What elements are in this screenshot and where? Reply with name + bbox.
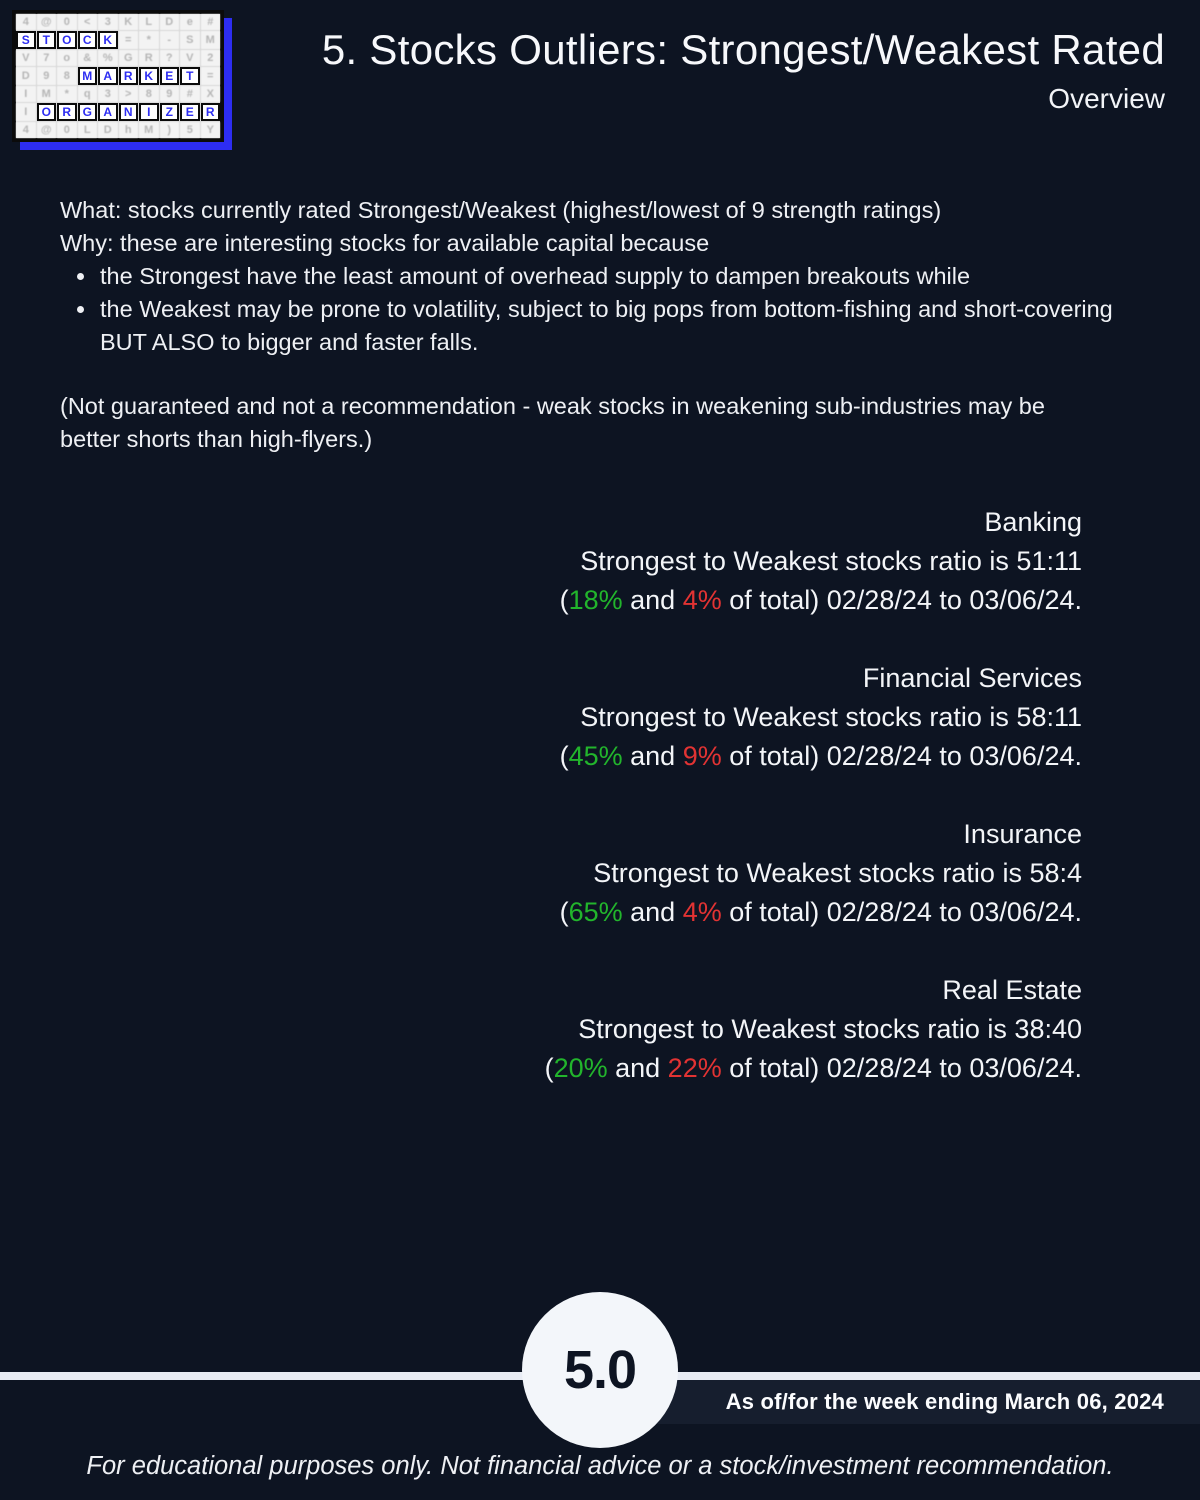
section-pct-line xyxy=(545,737,1082,776)
intro-why-line: Why: these are interesting stocks for available capital because xyxy=(60,230,710,256)
section-real-estate xyxy=(545,971,1082,1088)
pct-separator: and xyxy=(622,897,683,927)
logo-filler-tile: - xyxy=(160,31,180,49)
intro-disclaimer-note: (Not guaranteed and not a recommendation - weak stocks in weakening sub-industries may be better shorts than high-flyers.) xyxy=(60,393,1045,452)
page-number: 5.0 xyxy=(563,1340,637,1400)
logo-filler-tile: I xyxy=(16,86,36,102)
logo-filler-tile: Y xyxy=(201,122,221,138)
logo-filler-tile: @ xyxy=(37,14,57,30)
logo-letter-tile: T xyxy=(37,31,57,49)
logo-filler-tile: X xyxy=(201,86,221,102)
weakest-pct: 9% xyxy=(682,741,722,771)
logo-letter-tile: O xyxy=(57,31,77,49)
logo-filler-tile: 4 xyxy=(16,14,36,30)
logo-letter-tile: T xyxy=(180,67,200,85)
logo-filler-tile: 3 xyxy=(98,86,118,102)
section-pct-line xyxy=(545,1049,1082,1088)
page-title: 5. Stocks Outliers: Strongest/Weakest Rated xyxy=(321,26,1165,73)
logo-filler-tile: M xyxy=(139,122,159,138)
section-pct-line xyxy=(545,581,1082,620)
logo-letter-tile: R xyxy=(119,67,139,85)
logo-filler-tile: * xyxy=(57,86,77,102)
weakest-pct: 22% xyxy=(667,1053,722,1083)
logo-filler-tile: D xyxy=(16,67,36,85)
logo-filler-tile: D xyxy=(160,14,180,30)
paren-open: ( xyxy=(544,1053,554,1083)
strongest-pct: 45% xyxy=(568,741,623,771)
logo-letter-tile: N xyxy=(119,103,139,121)
bullet-item-weakest: • the Weakest may be prone to volatility, subject to big pops from bottom-fishing and short-covering BUT ALSO to bigger and faster falls. xyxy=(98,293,1120,359)
date-range: 02/28/24 to 03/06/24. xyxy=(826,741,1082,771)
logo-filler-tile: V xyxy=(180,50,200,66)
logo-filler-tile: S xyxy=(180,31,200,49)
logo-filler-tile: o xyxy=(57,50,77,66)
strongest-pct: 20% xyxy=(553,1053,608,1083)
paren-close: of total) xyxy=(721,1053,827,1083)
logo-letter-tile: Z xyxy=(160,103,180,121)
logo-filler-tile: 7 xyxy=(37,50,57,66)
paren-open: ( xyxy=(559,585,569,615)
strongest-pct: 18% xyxy=(568,585,623,615)
logo-letter-tile: S xyxy=(16,31,36,49)
weakest-pct: 4% xyxy=(682,897,722,927)
strongest-pct: 65% xyxy=(568,897,623,927)
logo-letter-tile: I xyxy=(139,103,159,121)
asof-bar xyxy=(600,1380,1200,1424)
section-title: Real Estate xyxy=(942,975,1082,1005)
logo-filler-tile: M xyxy=(201,31,221,49)
intro-block xyxy=(60,194,1120,456)
logo-letter-tile: M xyxy=(78,67,98,85)
logo-filler-tile: 2 xyxy=(201,50,221,66)
logo-letter-tile: R xyxy=(201,103,221,121)
section-pct-line xyxy=(545,893,1082,932)
section-ratio-line: Strongest to Weakest stocks ratio is 51:11 xyxy=(580,546,1082,576)
logo-letter-tile: C xyxy=(78,31,98,49)
logo-filler-tile: V xyxy=(16,50,36,66)
logo-letter-tile: E xyxy=(160,67,180,85)
asof-text: As of/for the week ending March 06, 2024 xyxy=(725,1389,1164,1414)
pct-separator: and xyxy=(622,585,683,615)
section-ratio-line: Strongest to Weakest stocks ratio is 58:11 xyxy=(580,702,1082,732)
logo-letter-tile: K xyxy=(98,31,118,49)
logo-filler-tile: 5 xyxy=(180,122,200,138)
logo-letter-tile: G xyxy=(78,103,98,121)
disclaimer-footer: For educational purposes only. Not financial advice or a stock/investment recommendation. xyxy=(86,1452,1114,1480)
stock-market-organizer-logo xyxy=(12,10,224,142)
intro-bullet-list xyxy=(60,260,1120,359)
paren-open: ( xyxy=(559,741,569,771)
logo-filler-tile: 9 xyxy=(37,67,57,85)
logo-filler-tile: 0 xyxy=(57,14,77,30)
page-number-badge xyxy=(522,1292,678,1448)
logo-filler-tile: < xyxy=(78,14,98,30)
logo-filler-tile: e xyxy=(180,14,200,30)
logo-filler-tile: ? xyxy=(160,50,180,66)
logo-filler-tile: % xyxy=(98,50,118,66)
section-insurance xyxy=(545,815,1082,932)
pct-separator: and xyxy=(607,1053,668,1083)
date-range: 02/28/24 to 03/06/24. xyxy=(826,897,1082,927)
logo-filler-tile: 8 xyxy=(57,67,77,85)
logo-filler-tile: = xyxy=(201,67,221,85)
logo-filler-tile: q xyxy=(78,86,98,102)
logo-letter-tile: E xyxy=(180,103,200,121)
weakest-pct: 4% xyxy=(682,585,722,615)
logo-filler-tile: 3 xyxy=(98,14,118,30)
logo-filler-tile: D xyxy=(98,122,118,138)
logo-filler-tile: K xyxy=(119,14,139,30)
logo-letter-tile: O xyxy=(37,103,57,121)
logo-filler-tile: h xyxy=(119,122,139,138)
section-ratio-line: Strongest to Weakest stocks ratio is 38:40 xyxy=(578,1014,1082,1044)
logo-filler-tile: 4 xyxy=(16,122,36,138)
logo-filler-tile: = xyxy=(119,31,139,49)
bullet-item-strongest: • the Strongest have the least amount of overhead supply to dampen breakouts while xyxy=(98,260,1120,293)
logo-filler-tile: # xyxy=(201,14,221,30)
logo-letter-tile: K xyxy=(139,67,159,85)
logo-filler-tile: L xyxy=(78,122,98,138)
paren-close: of total) xyxy=(721,585,827,615)
crossword-grid xyxy=(16,14,220,138)
logo-filler-tile: G xyxy=(119,50,139,66)
date-range: 02/28/24 to 03/06/24. xyxy=(826,585,1082,615)
paren-close: of total) xyxy=(721,741,827,771)
logo-letter-tile: A xyxy=(98,67,118,85)
paren-open: ( xyxy=(559,897,569,927)
logo-filler-tile: L xyxy=(139,14,159,30)
sector-sections xyxy=(545,503,1082,1127)
logo-filler-tile: 8 xyxy=(139,86,159,102)
intro-what-line: What: stocks currently rated Strongest/Weakest (highest/lowest of 9 strength ratings) xyxy=(60,197,942,223)
section-ratio-line: Strongest to Weakest stocks ratio is 58:4 xyxy=(593,858,1082,888)
paren-close: of total) xyxy=(721,897,827,927)
pct-separator: and xyxy=(622,741,683,771)
logo-filler-tile: ) xyxy=(160,122,180,138)
logo-filler-tile: * xyxy=(139,31,159,49)
logo-filler-tile: M xyxy=(37,86,57,102)
section-banking xyxy=(545,503,1082,620)
logo-filler-tile: # xyxy=(180,86,200,102)
date-range: 02/28/24 to 03/06/24. xyxy=(826,1053,1082,1083)
logo-filler-tile: 9 xyxy=(160,86,180,102)
section-title: Financial Services xyxy=(862,663,1082,693)
logo-filler-tile: > xyxy=(119,86,139,102)
page-subtitle: Overview xyxy=(1048,82,1165,114)
logo-filler-tile: @ xyxy=(37,122,57,138)
section-title: Insurance xyxy=(963,819,1082,849)
logo-filler-tile: 0 xyxy=(57,122,77,138)
logo-filler-tile: & xyxy=(78,50,98,66)
section-financial-services xyxy=(545,659,1082,776)
logo-letter-tile: R xyxy=(57,103,77,121)
header xyxy=(322,22,1165,115)
logo-letter-tile: A xyxy=(98,103,118,121)
logo-filler-tile: I xyxy=(16,103,36,121)
logo-filler-tile: R xyxy=(139,50,159,66)
section-title: Banking xyxy=(984,507,1082,537)
